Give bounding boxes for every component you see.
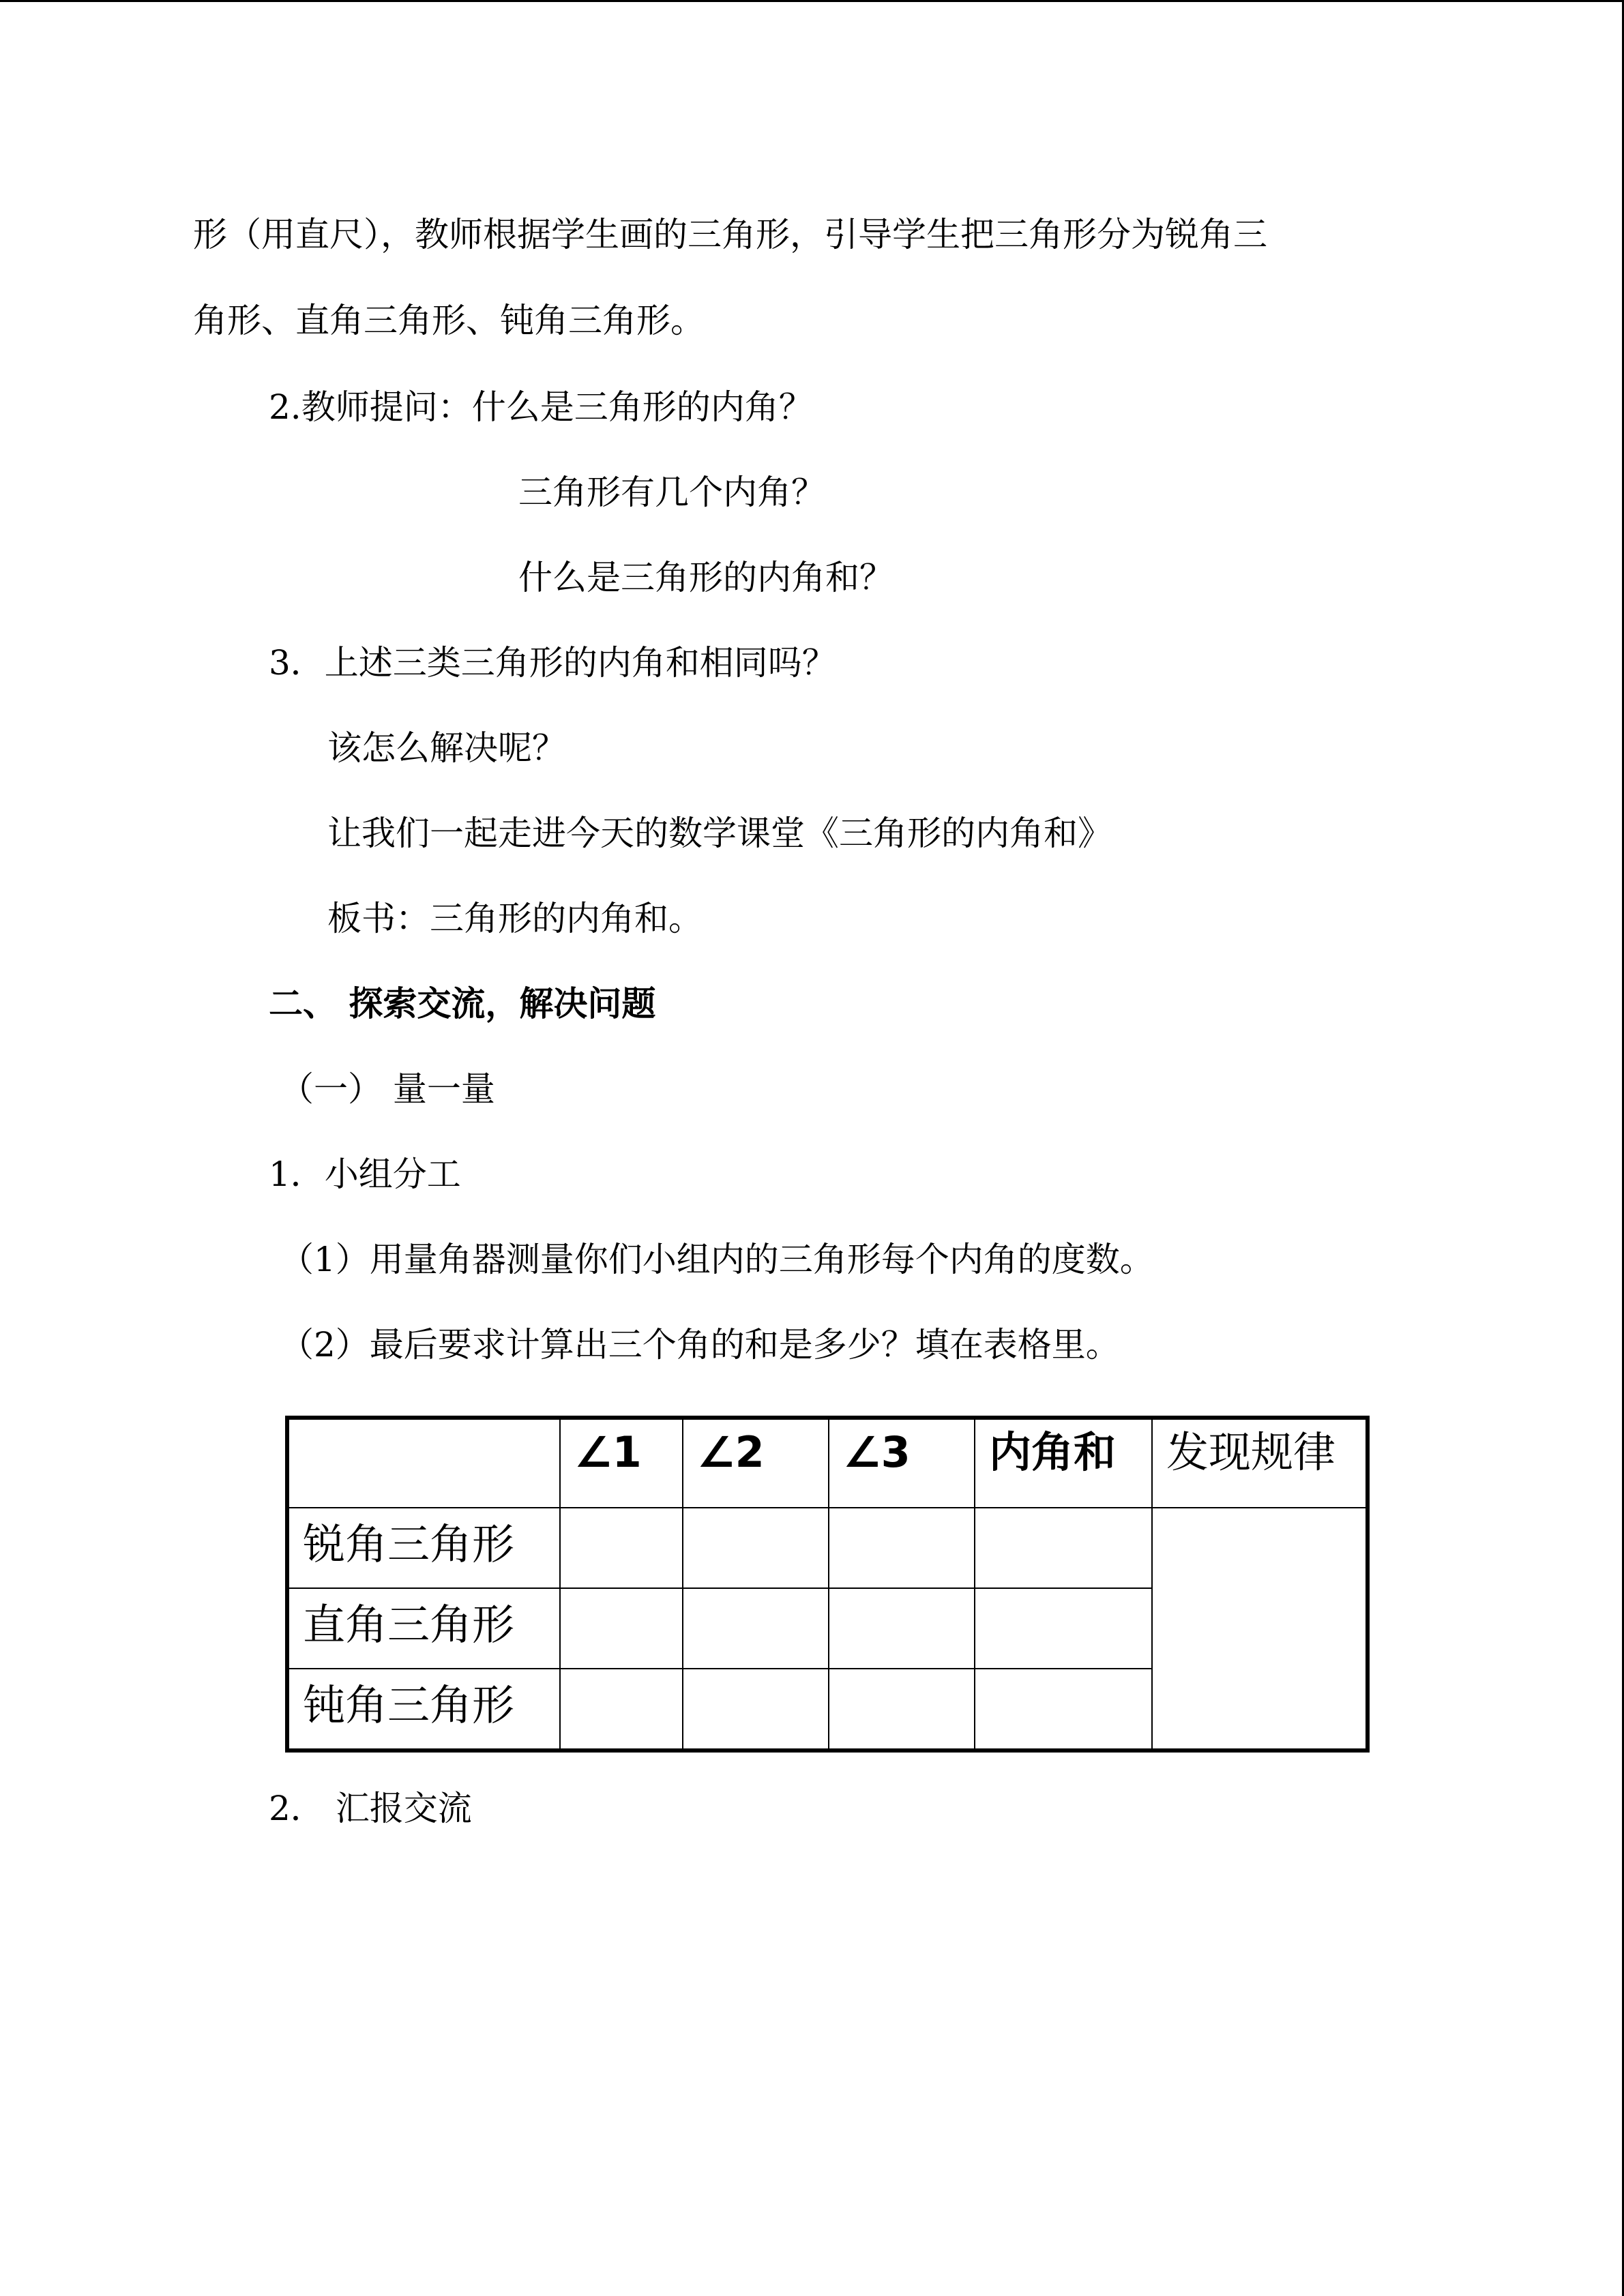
table-header-cell: 发现规律 [1152,1418,1368,1508]
table-cell [975,1669,1152,1750]
table-header-cell: 内角和 [975,1418,1152,1508]
page-top-border [0,0,1624,2]
question-line: 3．上述三类三角形的内角和相同吗？ [269,643,836,683]
task-line: （1）用量角器测量你们小组内的三角形每个内角的度数。 [280,1240,1154,1279]
row-label: 钝角三角形 [287,1669,560,1750]
table-cell [829,1669,975,1750]
table-cell [829,1508,975,1588]
findings-cell [1152,1508,1368,1750]
table-cell [683,1669,829,1750]
item-heading: 2． 汇报交流 [269,1789,472,1828]
question-line: 让我们一起走进今天的数学课堂《三角形的内角和》 [327,814,1112,853]
table-cell [975,1588,1152,1669]
table-header-cell: ∠3 [829,1418,975,1508]
table-cell [683,1508,829,1588]
table-cell [683,1588,829,1669]
row-label: 锐角三角形 [287,1508,560,1588]
subsection-heading: （一） 量一量 [280,1069,495,1109]
table-cell [829,1588,975,1669]
item-heading: 1．小组分工 [269,1154,461,1194]
table-header-cell: ∠1 [560,1418,683,1508]
table-header-cell: ∠2 [683,1418,829,1508]
table-row [287,1508,1368,1588]
question-line: 三角形有几个内角？ [518,473,825,512]
angle-sum-table [285,1416,1370,1753]
question-line: 什么是三角形的内角和？ [518,558,894,597]
task-line: （2）最后要求计算出三个角的和是多少？填在表格里。 [280,1325,1120,1365]
table-cell [560,1508,683,1588]
table-header-cell [287,1418,560,1508]
question-line: 2.教师提问：什么是三角形的内角？ [269,387,813,427]
table-cell [975,1508,1152,1588]
paragraph-line: 形（用直尺），教师根据学生画的三角形，引导学生把三角形分为锐角三 [193,215,1267,254]
table-cell [560,1669,683,1750]
paragraph-line: 角形、直角三角形、钝角三角形。 [193,301,705,340]
table-cell [560,1588,683,1669]
table-header-row [287,1418,1368,1508]
row-label: 直角三角形 [287,1588,560,1669]
blackboard-line: 板书：三角形的内角和。 [327,899,703,938]
question-line: 该怎么解决呢？ [327,728,566,768]
section-heading: 二、 探索交流，解决问题 [269,984,656,1024]
